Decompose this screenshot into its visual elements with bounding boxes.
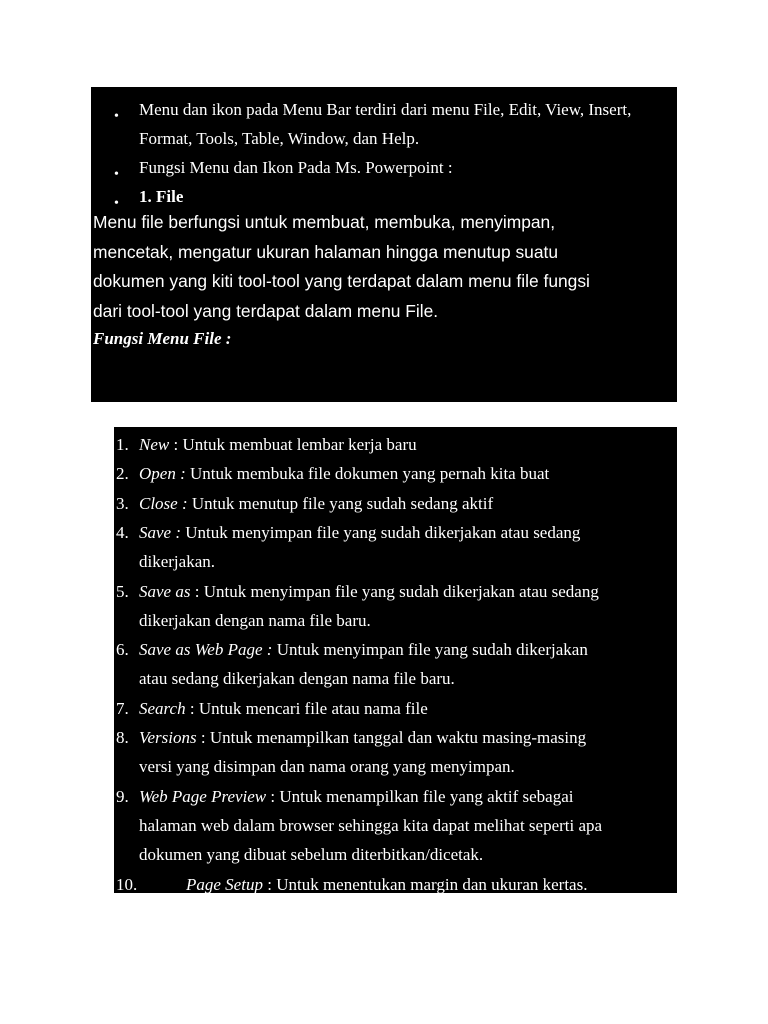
list-item xyxy=(114,723,669,782)
bullet-text: 1. File xyxy=(139,187,184,206)
item-term: Web Page Preview xyxy=(139,786,267,806)
bullet-text: Menu dan ikon pada Menu Bar terdiri dari menu File, Edit, View, Insert, Format, Tools, Table, Window, dan Help. xyxy=(139,100,632,148)
item-description-line: dikerjakan dengan nama file baru. xyxy=(139,610,371,630)
item-description-line: Untuk menentukan margin dan ukuran kertas. xyxy=(276,874,588,894)
item-term: Open : xyxy=(139,464,186,484)
list-item xyxy=(114,577,669,636)
paragraph-line: dari tool-tool yang terdapat dalam menu File. xyxy=(93,300,439,321)
item-description-line: Untuk membuka file dokumen yang pernah kita buat xyxy=(189,464,550,484)
intro-section xyxy=(91,87,677,402)
item-body xyxy=(139,459,669,488)
item-term: Versions xyxy=(139,728,197,747)
item-description-line: Untuk menyimpan file yang sudah dikerjakan atau sedang xyxy=(185,522,581,542)
item-body xyxy=(139,723,669,782)
list-item xyxy=(114,459,669,488)
item-term: Save as Web Page : xyxy=(139,640,273,660)
item-term: Save as xyxy=(139,581,191,601)
item-number: 5. xyxy=(116,581,129,601)
item-body xyxy=(139,430,669,459)
item-description-line: Untuk menyimpan file yang sudah dikerjakan xyxy=(276,640,588,660)
fungsi-menu-file-heading: Fungsi Menu File : xyxy=(93,329,232,348)
item-number: 3. xyxy=(116,493,129,513)
menu-file-function-list-section xyxy=(114,427,677,893)
list-item xyxy=(114,694,669,723)
bullet-item xyxy=(91,182,651,211)
item-description-line: Untuk menutup file yang sudah sedang aktif xyxy=(191,493,494,513)
item-description-line: halaman web dalam browser sehingga kita dapat melihat seperti apa xyxy=(139,815,603,835)
item-body xyxy=(139,782,669,870)
item-separator: : xyxy=(266,786,280,806)
list-item xyxy=(114,489,669,518)
item-number: 2. xyxy=(116,464,129,484)
item-number: 8. xyxy=(116,728,129,747)
item-body xyxy=(139,518,669,577)
item-description-line: Untuk mencari file atau nama file xyxy=(198,698,428,718)
item-term: Close : xyxy=(139,493,188,513)
list-item xyxy=(114,635,669,694)
list-item xyxy=(114,518,669,577)
item-number: 4. xyxy=(116,522,129,542)
paragraph-line: Menu file berfungsi untuk membuat, membuka, menyimpan, xyxy=(93,212,556,232)
item-number: 7. xyxy=(116,698,129,718)
item-separator: : xyxy=(196,728,210,747)
item-separator: : xyxy=(190,581,204,601)
item-term: Page Setup xyxy=(186,874,263,894)
item-description-line: dikerjakan. xyxy=(139,552,215,572)
item-number: 1. xyxy=(116,435,129,454)
item-term: New xyxy=(139,435,170,454)
item-description-line: atau sedang dikerjakan dengan nama file baru. xyxy=(139,669,455,689)
item-term: Search xyxy=(139,698,186,718)
bullet-text: Fungsi Menu dan Ikon Pada Ms. Powerpoint : xyxy=(139,158,453,177)
bullet-icon: • xyxy=(114,167,119,182)
bullet-icon: • xyxy=(114,196,119,211)
item-number: 9. xyxy=(116,786,129,806)
item-term: Save : xyxy=(139,522,182,542)
item-separator: : xyxy=(262,874,277,894)
item-description-line: Untuk menyimpan file yang sudah dikerjakan atau sedang xyxy=(203,581,599,601)
item-body xyxy=(139,489,669,518)
list-item xyxy=(114,782,669,870)
item-description-line: dokumen yang dibuat sebelum diterbitkan/dicetak. xyxy=(139,845,484,865)
list-item xyxy=(114,870,669,899)
item-separator: : xyxy=(185,698,199,718)
item-description-line: Untuk menampilkan tanggal dan waktu masing-masing xyxy=(209,728,587,747)
item-description-line: Untuk membuat lembar kerja baru xyxy=(182,435,417,454)
list-item xyxy=(114,430,669,459)
item-body xyxy=(139,577,669,636)
item-body xyxy=(139,694,669,723)
bullet-item xyxy=(91,153,651,182)
bullet-item xyxy=(91,95,651,153)
menu-file-paragraph xyxy=(93,208,673,326)
item-body xyxy=(139,635,669,694)
item-description-line: versi yang disimpan dan nama orang yang menyimpan. xyxy=(139,757,515,777)
item-separator: : xyxy=(169,435,183,454)
item-number: 10. xyxy=(116,874,138,894)
paragraph-line: mencetak, mengatur ukuran halaman hingga menutup suatu xyxy=(93,241,559,262)
bullet-icon: • xyxy=(114,109,119,124)
item-number: 6. xyxy=(116,640,129,660)
paragraph-line: dokumen yang kiti tool-tool yang terdapat dalam menu file fungsi xyxy=(93,271,590,291)
item-body xyxy=(186,870,669,899)
item-description-line: Untuk menampilkan file yang aktif sebagai xyxy=(279,786,574,806)
